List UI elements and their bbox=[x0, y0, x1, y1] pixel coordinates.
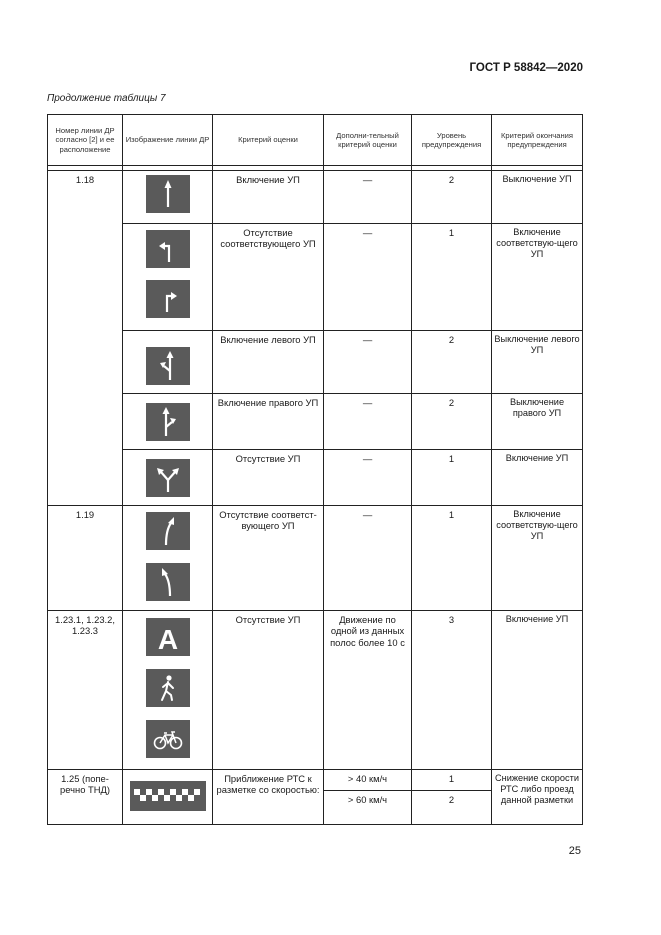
level-list bbox=[412, 770, 491, 811]
row-end-criterion: Включение УП bbox=[492, 450, 583, 506]
row-criterion: Отсутствие УП bbox=[213, 611, 324, 770]
arrow-left-turn-icon bbox=[146, 230, 190, 268]
table-row bbox=[48, 331, 583, 394]
arrow-left-right-icon bbox=[146, 459, 190, 497]
table-row bbox=[48, 224, 583, 331]
arrow-straight-right-icon bbox=[146, 403, 190, 441]
row-image bbox=[123, 506, 213, 611]
arrow-straight-left-icon bbox=[146, 347, 190, 385]
row-number: 1.19 bbox=[48, 506, 123, 611]
table-row bbox=[48, 611, 583, 770]
row-number: 1.18 bbox=[48, 171, 123, 506]
row-additional: — bbox=[324, 331, 412, 394]
row-criterion: Приближение РТС к разметке со скоростью: bbox=[213, 770, 324, 825]
row-number: 1.25 (попе-речно ТНД) bbox=[48, 770, 123, 825]
row-level: 1 bbox=[412, 450, 492, 506]
row-additional: — bbox=[324, 506, 412, 611]
col-header-end: Критерий окончания предупреждения bbox=[492, 115, 583, 166]
table-row bbox=[48, 770, 583, 825]
arrow-straight-icon bbox=[146, 175, 190, 213]
speed-threshold-2: > 60 км/ч bbox=[347, 794, 388, 805]
row-end-criterion: Выключение левого УП bbox=[492, 331, 583, 394]
row-level: 2 bbox=[412, 394, 492, 450]
row-end-criterion: Включение соответствую-щего УП bbox=[492, 506, 583, 611]
row-image bbox=[123, 224, 213, 331]
standard-number: ГОСТ Р 58842—2020 bbox=[469, 62, 583, 74]
col-header-image: Изображение линии ДР bbox=[123, 115, 213, 166]
page-number: 25 bbox=[568, 845, 581, 857]
arrow-merge-left-icon bbox=[146, 563, 190, 601]
row-image bbox=[123, 394, 213, 450]
row-image bbox=[123, 450, 213, 506]
row-additional: — bbox=[324, 171, 412, 224]
svg-text:A: A bbox=[157, 624, 178, 655]
row-level: 3 bbox=[412, 611, 492, 770]
row-level bbox=[412, 770, 492, 825]
col-header-level: Уровень предупреждения bbox=[412, 115, 492, 166]
row-level: 1 bbox=[412, 224, 492, 331]
table-row bbox=[48, 394, 583, 450]
row-criterion: Включение левого УП bbox=[213, 331, 324, 394]
pedestrian-icon bbox=[146, 669, 190, 707]
row-additional: — bbox=[324, 450, 412, 506]
table-row bbox=[48, 171, 583, 224]
level-1: 1 bbox=[412, 770, 491, 791]
row-image bbox=[123, 611, 213, 770]
row-end-criterion: Включение УП bbox=[492, 611, 583, 770]
row-image bbox=[123, 331, 213, 394]
row-number: 1.23.1, 1.23.2, 1.23.3 bbox=[48, 611, 123, 770]
row-criterion: Отсутствие соответствующего УП bbox=[213, 224, 324, 331]
arrow-merge-right-icon bbox=[146, 512, 190, 550]
row-criterion: Отсутствие соответст-вующего УП bbox=[213, 506, 324, 611]
row-end-criterion: Выключение правого УП bbox=[492, 394, 583, 450]
row-additional: — bbox=[324, 224, 412, 331]
row-additional: Движение по одной из данных полос более 10 с bbox=[324, 611, 412, 770]
row-level: 2 bbox=[412, 331, 492, 394]
row-image bbox=[123, 171, 213, 224]
table-header-row bbox=[48, 115, 583, 166]
row-end-criterion: Снижение скорости РТС либо проезд данной разметки bbox=[492, 770, 583, 825]
row-image bbox=[123, 770, 213, 825]
col-header-number: Номер линии ДР согласно [2] и ее расположение bbox=[48, 115, 123, 166]
row-criterion: Отсутствие УП bbox=[213, 450, 324, 506]
col-header-criterion: Критерий оценки bbox=[213, 115, 324, 166]
table-continuation-caption: Продолжение таблицы 7 bbox=[47, 93, 166, 104]
speed-threshold-list bbox=[324, 770, 411, 811]
bicycle-icon bbox=[146, 720, 190, 758]
checkered-marking-icon bbox=[130, 781, 206, 811]
bus-lane-a-icon bbox=[146, 618, 190, 656]
table-row bbox=[48, 506, 583, 611]
speed-threshold-1: > 40 км/ч bbox=[324, 770, 411, 791]
row-additional bbox=[324, 770, 412, 825]
col-header-additional: Дополни-тельный критерий оценки bbox=[324, 115, 412, 166]
row-end-criterion: Включение соответствую-щего УП bbox=[492, 224, 583, 331]
row-level: 2 bbox=[412, 171, 492, 224]
row-level: 1 bbox=[412, 506, 492, 611]
arrow-right-turn-icon bbox=[146, 280, 190, 318]
level-2: 2 bbox=[448, 794, 455, 805]
row-additional: — bbox=[324, 394, 412, 450]
row-criterion: Включение УП bbox=[213, 171, 324, 224]
table-row bbox=[48, 450, 583, 506]
row-end-criterion: Выключение УП bbox=[492, 171, 583, 224]
row-criterion: Включение правого УП bbox=[213, 394, 324, 450]
marking-criteria-table bbox=[47, 114, 583, 825]
